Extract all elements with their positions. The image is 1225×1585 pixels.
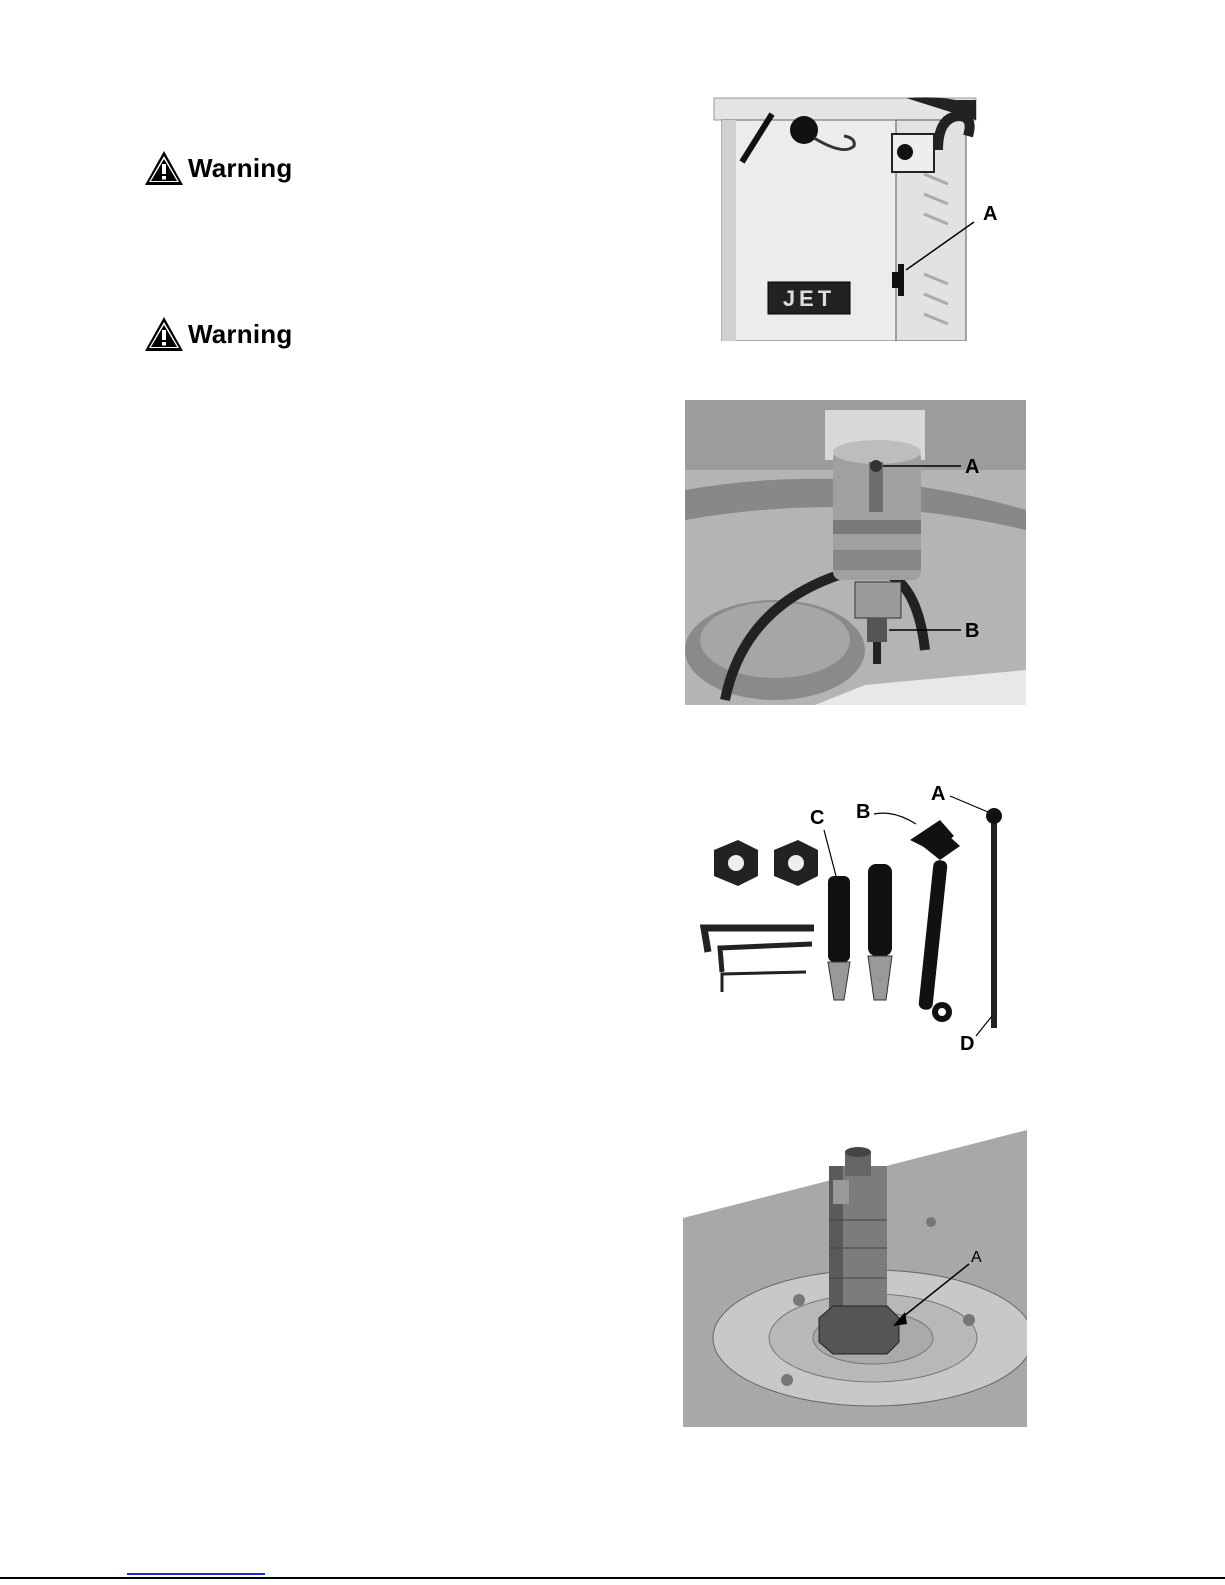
figure-cabinet-door — [706, 96, 1018, 341]
figure-tool-kit — [694, 780, 1014, 1060]
footer-rule — [0, 1577, 1225, 1579]
warning-triangle-icon — [144, 316, 184, 352]
callout-a: A — [931, 783, 946, 805]
callout-d: D — [960, 1033, 975, 1055]
figure-spindle-pulley — [685, 400, 1026, 705]
callout-a: A — [971, 1249, 982, 1266]
warning-heading-2 — [144, 316, 292, 352]
jet-logo: JET — [782, 286, 836, 311]
spindle-pulley-illustration — [685, 400, 1026, 705]
callout-a: A — [983, 203, 998, 225]
figure-spindle-table — [683, 1130, 1027, 1427]
tool-kit-illustration — [694, 780, 1014, 1060]
callout-b: B — [856, 801, 871, 823]
callout-c: C — [810, 807, 825, 829]
warning-label: Warning — [188, 318, 293, 349]
warning-triangle-icon — [144, 150, 184, 186]
cabinet-illustration — [706, 96, 1018, 341]
callout-b: B — [965, 620, 980, 642]
warning-heading-1 — [144, 150, 292, 186]
footer-link-underline[interactable] — [127, 1573, 265, 1575]
spindle-table-illustration — [683, 1130, 1027, 1427]
warning-label: Warning — [188, 152, 293, 183]
callout-a: A — [965, 456, 980, 478]
